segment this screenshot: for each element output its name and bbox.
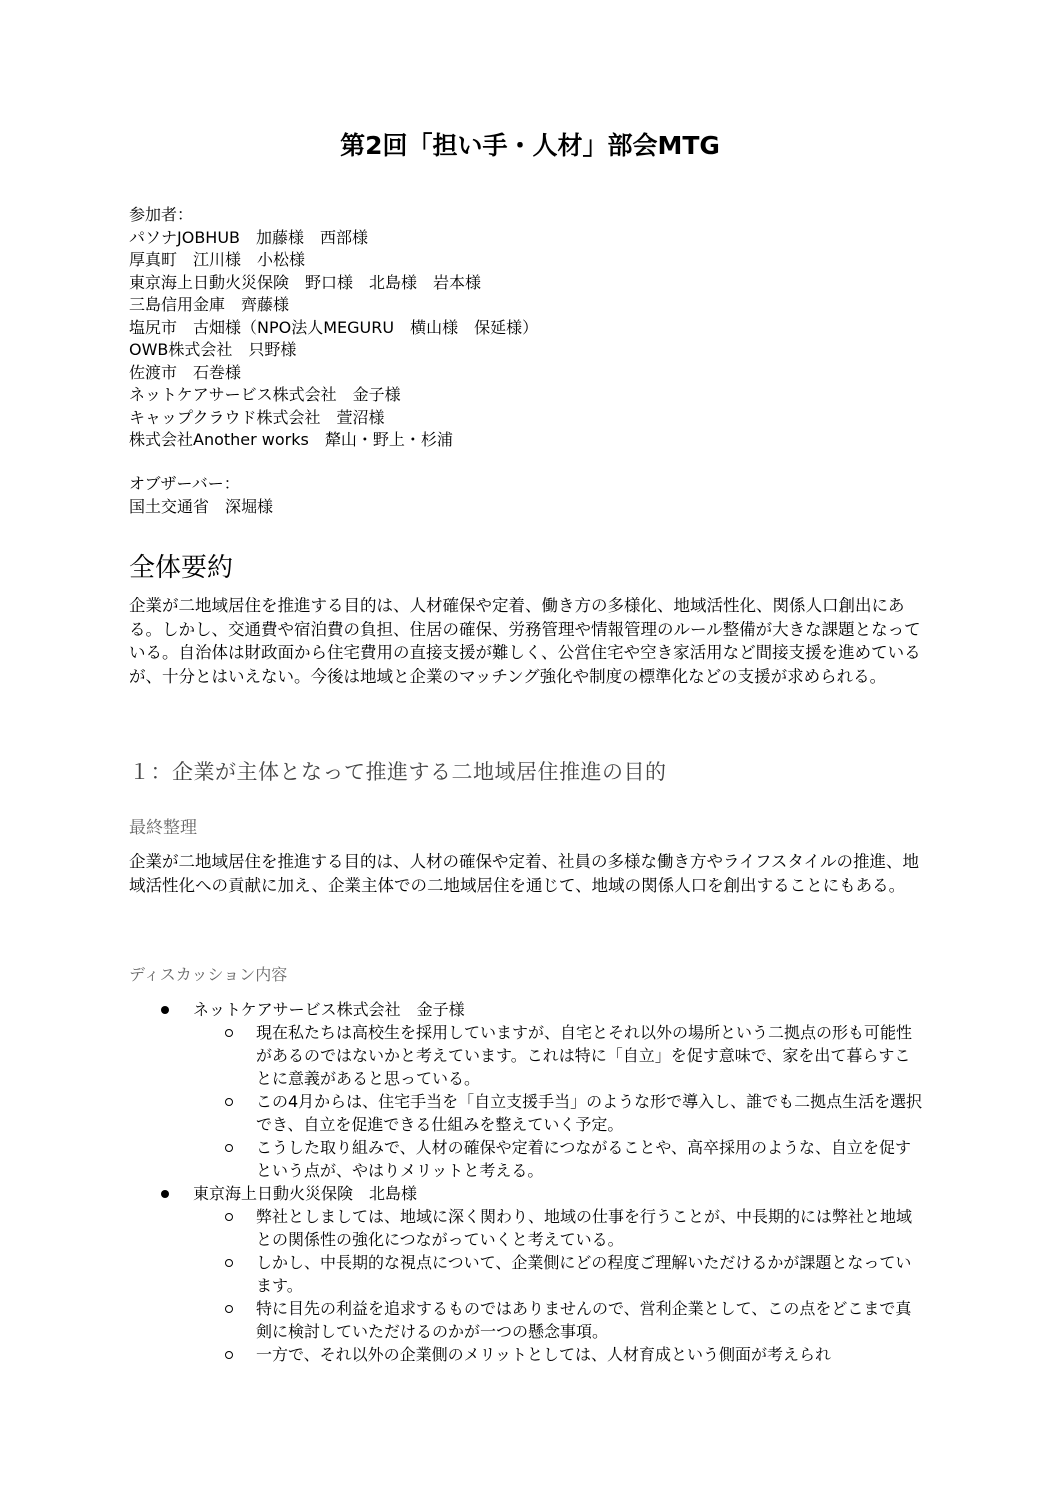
discussion-point (0, 1343, 926, 1366)
participant-line: 三島信用金庫 齊藤様 (129, 295, 290, 314)
hollow-bullet-icon (225, 1259, 233, 1267)
discussion-point (0, 1297, 926, 1343)
document-title: 第2回「担い手・人材」部会MTG (340, 131, 720, 160)
participant-line: 株式会社Another works 犛山・野上・杉浦 (129, 430, 453, 449)
point-text: 現在私たちは高校生を採用していますが、自宅とそれ以外の場所という二拠点の形も可能性があるのではないかと考えています。これは特に「自立」を促す意味で、家を出て暮らすことに意義があると思っている。 (256, 1023, 913, 1088)
discussion-point (0, 1251, 926, 1297)
participant-line: 東京海上日動火災保険 野口様 北島様 岩本様 (129, 272, 482, 292)
point-text: しかし、中長期的な視点について、企業側にどの程度ご理解いただけるかが課題となっています。 (256, 1253, 912, 1295)
speaker-item (0, 1182, 1060, 1205)
summary-heading: 全体要約 (129, 553, 234, 583)
discussion-point (0, 1090, 926, 1136)
section-1-heading: １：企業が主体となって推進する二地域居住推進の目的 (129, 760, 667, 784)
participant-line: ネットケアサービス株式会社 金子様 (129, 385, 401, 404)
hollow-bullet-icon (225, 1213, 233, 1221)
observer-line: 国土交通省 深堀様 (129, 496, 274, 516)
discussion-list (0, 998, 1060, 1366)
participant-line: 厚真町 江川様 小松様 (129, 250, 306, 269)
participant-line: 塩尻市 古畑様（NPO法人MEGURU 横山様 保延様） (129, 317, 539, 337)
hollow-bullet-icon (225, 1351, 233, 1359)
participant-line: キャップクラウド株式会社 萱沼様 (129, 407, 385, 427)
point-text: 一方で、それ以外の企業側のメリットとしては、人材育成という側面が考えられ (256, 1345, 832, 1364)
observers-label: オブザーバー： (129, 474, 240, 493)
summary-text: 企業が二地域居住を推進する目的は、人材確保や定着、働き方の多様化、地域活性化、関係人口創出にある。しかし、交通費や宿泊費の負担、住居の確保、労務管理や情報管理のルール整備が大きな課題となっている。自治体は財政面から住宅費用の直接支援が難しく、公営住宅や空き家活用など間接支援を進めているが、十分とはいえない。今後は地域と企業のマッチング強化や制度の標準化などの支援が求められる。 (129, 596, 921, 686)
hollow-bullet-icon (225, 1144, 233, 1152)
point-text: こうした取り組みで、人材の確保や定着につながることや、高卒採用のような、自立を促すという点が、やはりメリットと考える。 (256, 1138, 912, 1180)
bullet-icon (161, 1190, 169, 1198)
hollow-bullet-icon (225, 1305, 233, 1313)
observers-block (129, 473, 949, 518)
participant-line: OWB株式会社 只野様 (129, 340, 297, 359)
point-text: この4月からは、住宅手当を「自立支援手当」のような形で導入し、誰でも二拠点生活を選択でき、自立を促進できる仕組みを整えていく予定。 (256, 1092, 923, 1134)
hollow-bullet-icon (225, 1098, 233, 1106)
bullet-icon (161, 1006, 169, 1014)
hollow-bullet-icon (225, 1029, 233, 1037)
speaker-item (0, 998, 1060, 1021)
point-text: 特に目先の利益を追求するものではありませんので、営利企業として、この点をどこまで真剣に検討していただけるのかが一つの懸念事項。 (256, 1299, 912, 1341)
final-summary-heading: 最終整理 (129, 818, 197, 838)
participants-label: 参加者： (129, 205, 194, 224)
final-summary-text: 企業が二地域居住を推進する目的は、人材の確保や定着、社員の多様な働き方やライフスタイルの推進、地域活性化への貢献に加え、企業主体での二地域居住を通じて、地域の関係人口を創出することにもある。 (129, 852, 920, 895)
discussion-point (0, 1205, 926, 1251)
point-text: 弊社としましては、地域に深く関わり、地域の仕事を行うことが、中長期的には弊社と地域との関係性の強化につながっていくと考えている。 (256, 1207, 913, 1249)
participant-line: 佐渡市 石巻様 (129, 362, 242, 382)
speaker-name: ネットケアサービス株式会社 金子様 (193, 1000, 465, 1019)
discussion-point (0, 1021, 926, 1090)
speaker-name: 東京海上日動火災保険 北島様 (193, 1184, 418, 1203)
participants-block (129, 204, 949, 452)
discussion-point (0, 1136, 926, 1182)
participant-line: パソナJOBHUB 加藤様 西部様 (129, 227, 369, 247)
discussion-heading: ディスカッション内容 (129, 965, 288, 984)
